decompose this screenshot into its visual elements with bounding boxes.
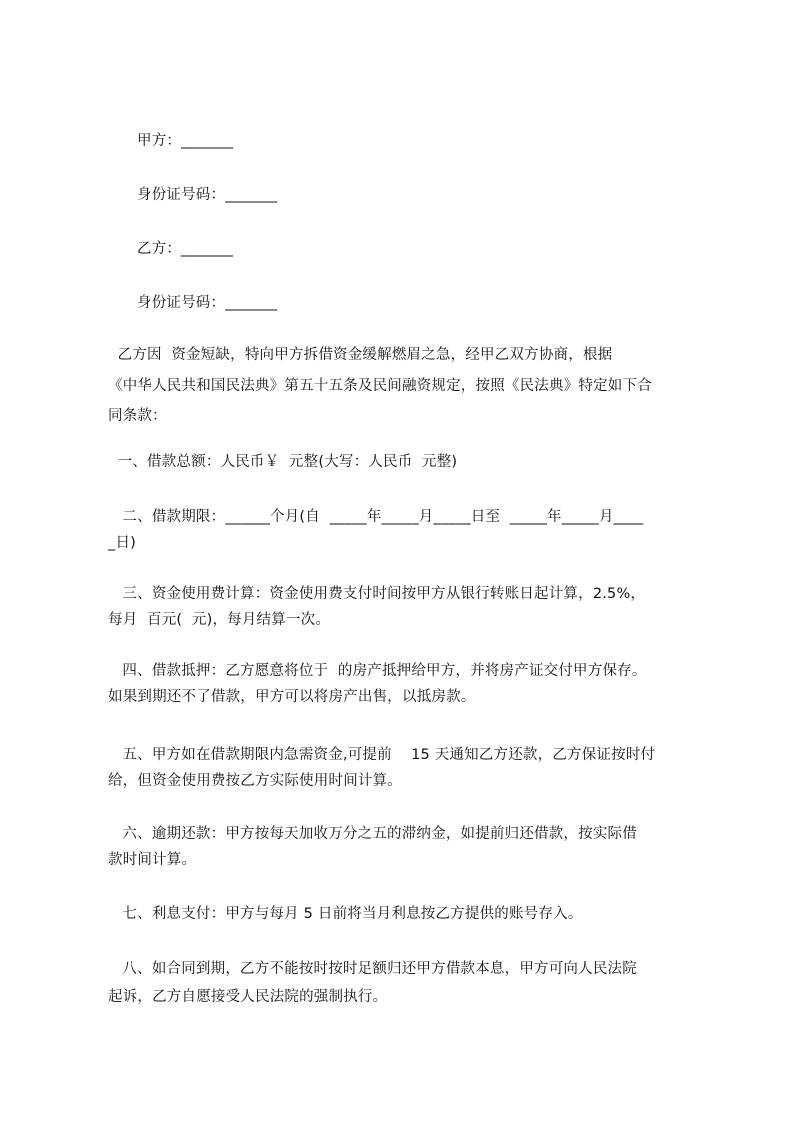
id-a-label: 身份证号码：	[137, 187, 226, 203]
clause-8	[108, 959, 708, 1025]
clause-line: 每月 百元( 元)，每月结算一次。	[108, 612, 331, 628]
clause-line: 三、资金使用费计算：资金使用费支付时间按甲方从银行转账日起计算，2.5%，	[108, 586, 646, 602]
clause-line: 一、借款总额：人民币￥ 元整(大写：人民币 元整)	[108, 454, 458, 470]
preamble-line: 乙方因 资金短缺，特向甲方拆借资金缓解燃眉之急，经甲乙双方协商，根据	[108, 347, 613, 363]
clause-7	[108, 904, 708, 942]
clause-2	[108, 507, 708, 571]
clause-line: 二、借款期限：______个月(自 _____年_____月_____日至 _____年_____月____	[108, 509, 644, 525]
party-b-value: _______	[181, 241, 234, 257]
preamble-paragraph	[108, 345, 708, 444]
clause-4	[108, 661, 708, 725]
clause-1	[108, 452, 708, 490]
clause-3	[108, 584, 708, 648]
clause-line: 五、甲方如在借款期限内急需资金,可提前 15 天通知乙方还款，乙方保证按时付	[108, 747, 656, 763]
party-a-value: _______	[181, 133, 234, 149]
preamble-line: 同条款：	[108, 408, 167, 424]
clause-line: 起诉，乙方自愿接受人民法院的强制执行。	[108, 989, 388, 1005]
party-b-label: 乙方：	[137, 241, 182, 257]
clause-line: 六、逾期还款：甲方按每天加收万分之五的滞纳金，如提前归还借款，按实际借	[108, 826, 637, 842]
clause-line: 八、如合同到期，乙方不能按时按时足额归还甲方借款本息，甲方可向人民法院	[108, 961, 637, 977]
party-a-line	[137, 131, 233, 151]
id-a-value: _______	[225, 187, 278, 203]
clause-5	[108, 745, 708, 809]
clause-6	[108, 824, 708, 888]
clause-line: 四、借款抵押：乙方愿意将位于 的房产抵押给甲方，并将房产证交付甲方保存。	[108, 663, 647, 679]
id-b-label: 身份证号码：	[137, 295, 226, 311]
clause-line: 如果到期还不了借款，甲方可以将房产出售，以抵房款。	[108, 689, 476, 705]
preamble-line: 《中华人民共和国民法典》第五十五条及民间融资规定，按照《民法典》特定如下合	[108, 378, 652, 394]
clause-line: _日)	[108, 535, 137, 551]
clause-line: 给，但资金使用费按乙方实际使用时间计算。	[108, 773, 402, 789]
party-b-line	[137, 239, 233, 259]
id-b-value: _______	[225, 295, 278, 311]
party-a-label: 甲方：	[137, 133, 182, 149]
id-b-line	[137, 293, 277, 313]
clause-line: 七、利息支付：甲方与每月 5 日前将当月利息按乙方提供的账号存入。	[108, 906, 583, 922]
clause-line: 款时间计算。	[108, 852, 197, 868]
id-a-line	[137, 185, 277, 205]
